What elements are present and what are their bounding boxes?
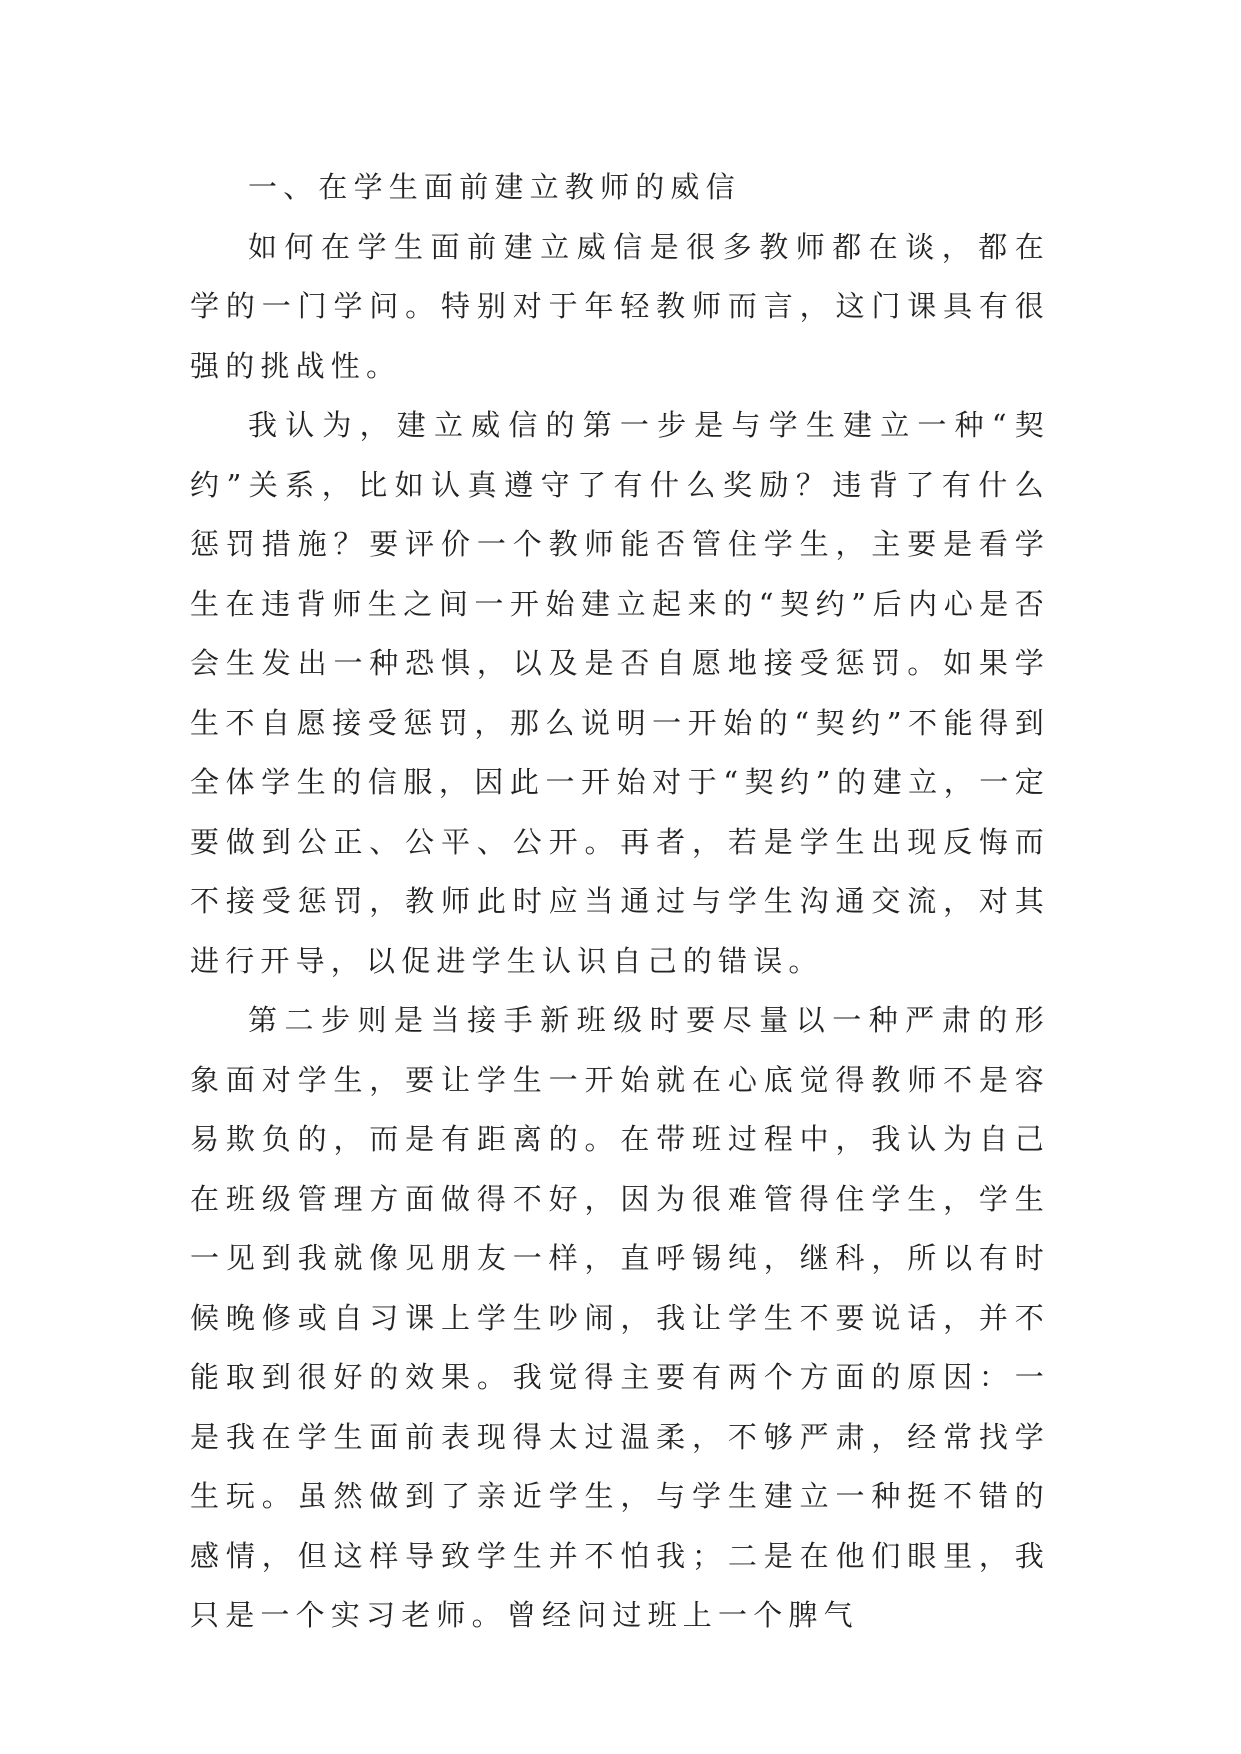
- document-body: [190, 158, 1050, 1646]
- paragraph-step-one: 我认为，建立威信的第一步是与学生建立一种“契约”关系，比如认真遵守了有什么奖励？违背了有什么惩罚措施？要评价一个教师能否管住学生，主要是看学生在违背师生之间一开始建立起来的“契约”后内心是否会生发出一种恐惧，以及是否自愿地接受惩罚。如果学生不自愿接受惩罚，那么说明一开始的“契约”不能得到全体学生的信服，因此一开始对于“契约”的建立，一定要做到公正、公平、公开。再者，若是学生出现反悔而不接受惩罚，教师此时应当通过与学生沟通交流，对其进行开导，以促进学生认识自己的错误。: [190, 408, 1050, 978]
- paragraph-intro: 如何在学生面前建立威信是很多教师都在谈，都在学的一门学问。特别对于年轻教师而言，这门课具有很强的挑战性。: [190, 229, 1050, 383]
- section-heading: 一、在学生面前建立教师的威信: [248, 170, 741, 204]
- paragraph-step-two: 第二步则是当接手新班级时要尽量以一种严肃的形象面对学生，要让学生一开始就在心底觉得教师不是容易欺负的，而是有距离的。在带班过程中，我认为自己在班级管理方面做得不好，因为很难管得住学生，学生一见到我就像见朋友一样，直呼锡纯，继科，所以有时候晚修或自习课上学生吵闹，我让学生不要说话，并不能取到很好的效果。我觉得主要有两个方面的原因：一是我在学生面前表现得太过温柔，不够严肃，经常找学生玩。虽然做到了亲近学生，与学生建立一种挺不错的感情，但这样导致学生并不怕我；二是在他们眼里，我只是一个实习老师。曾经问过班上一个脾气: [190, 1003, 1050, 1632]
